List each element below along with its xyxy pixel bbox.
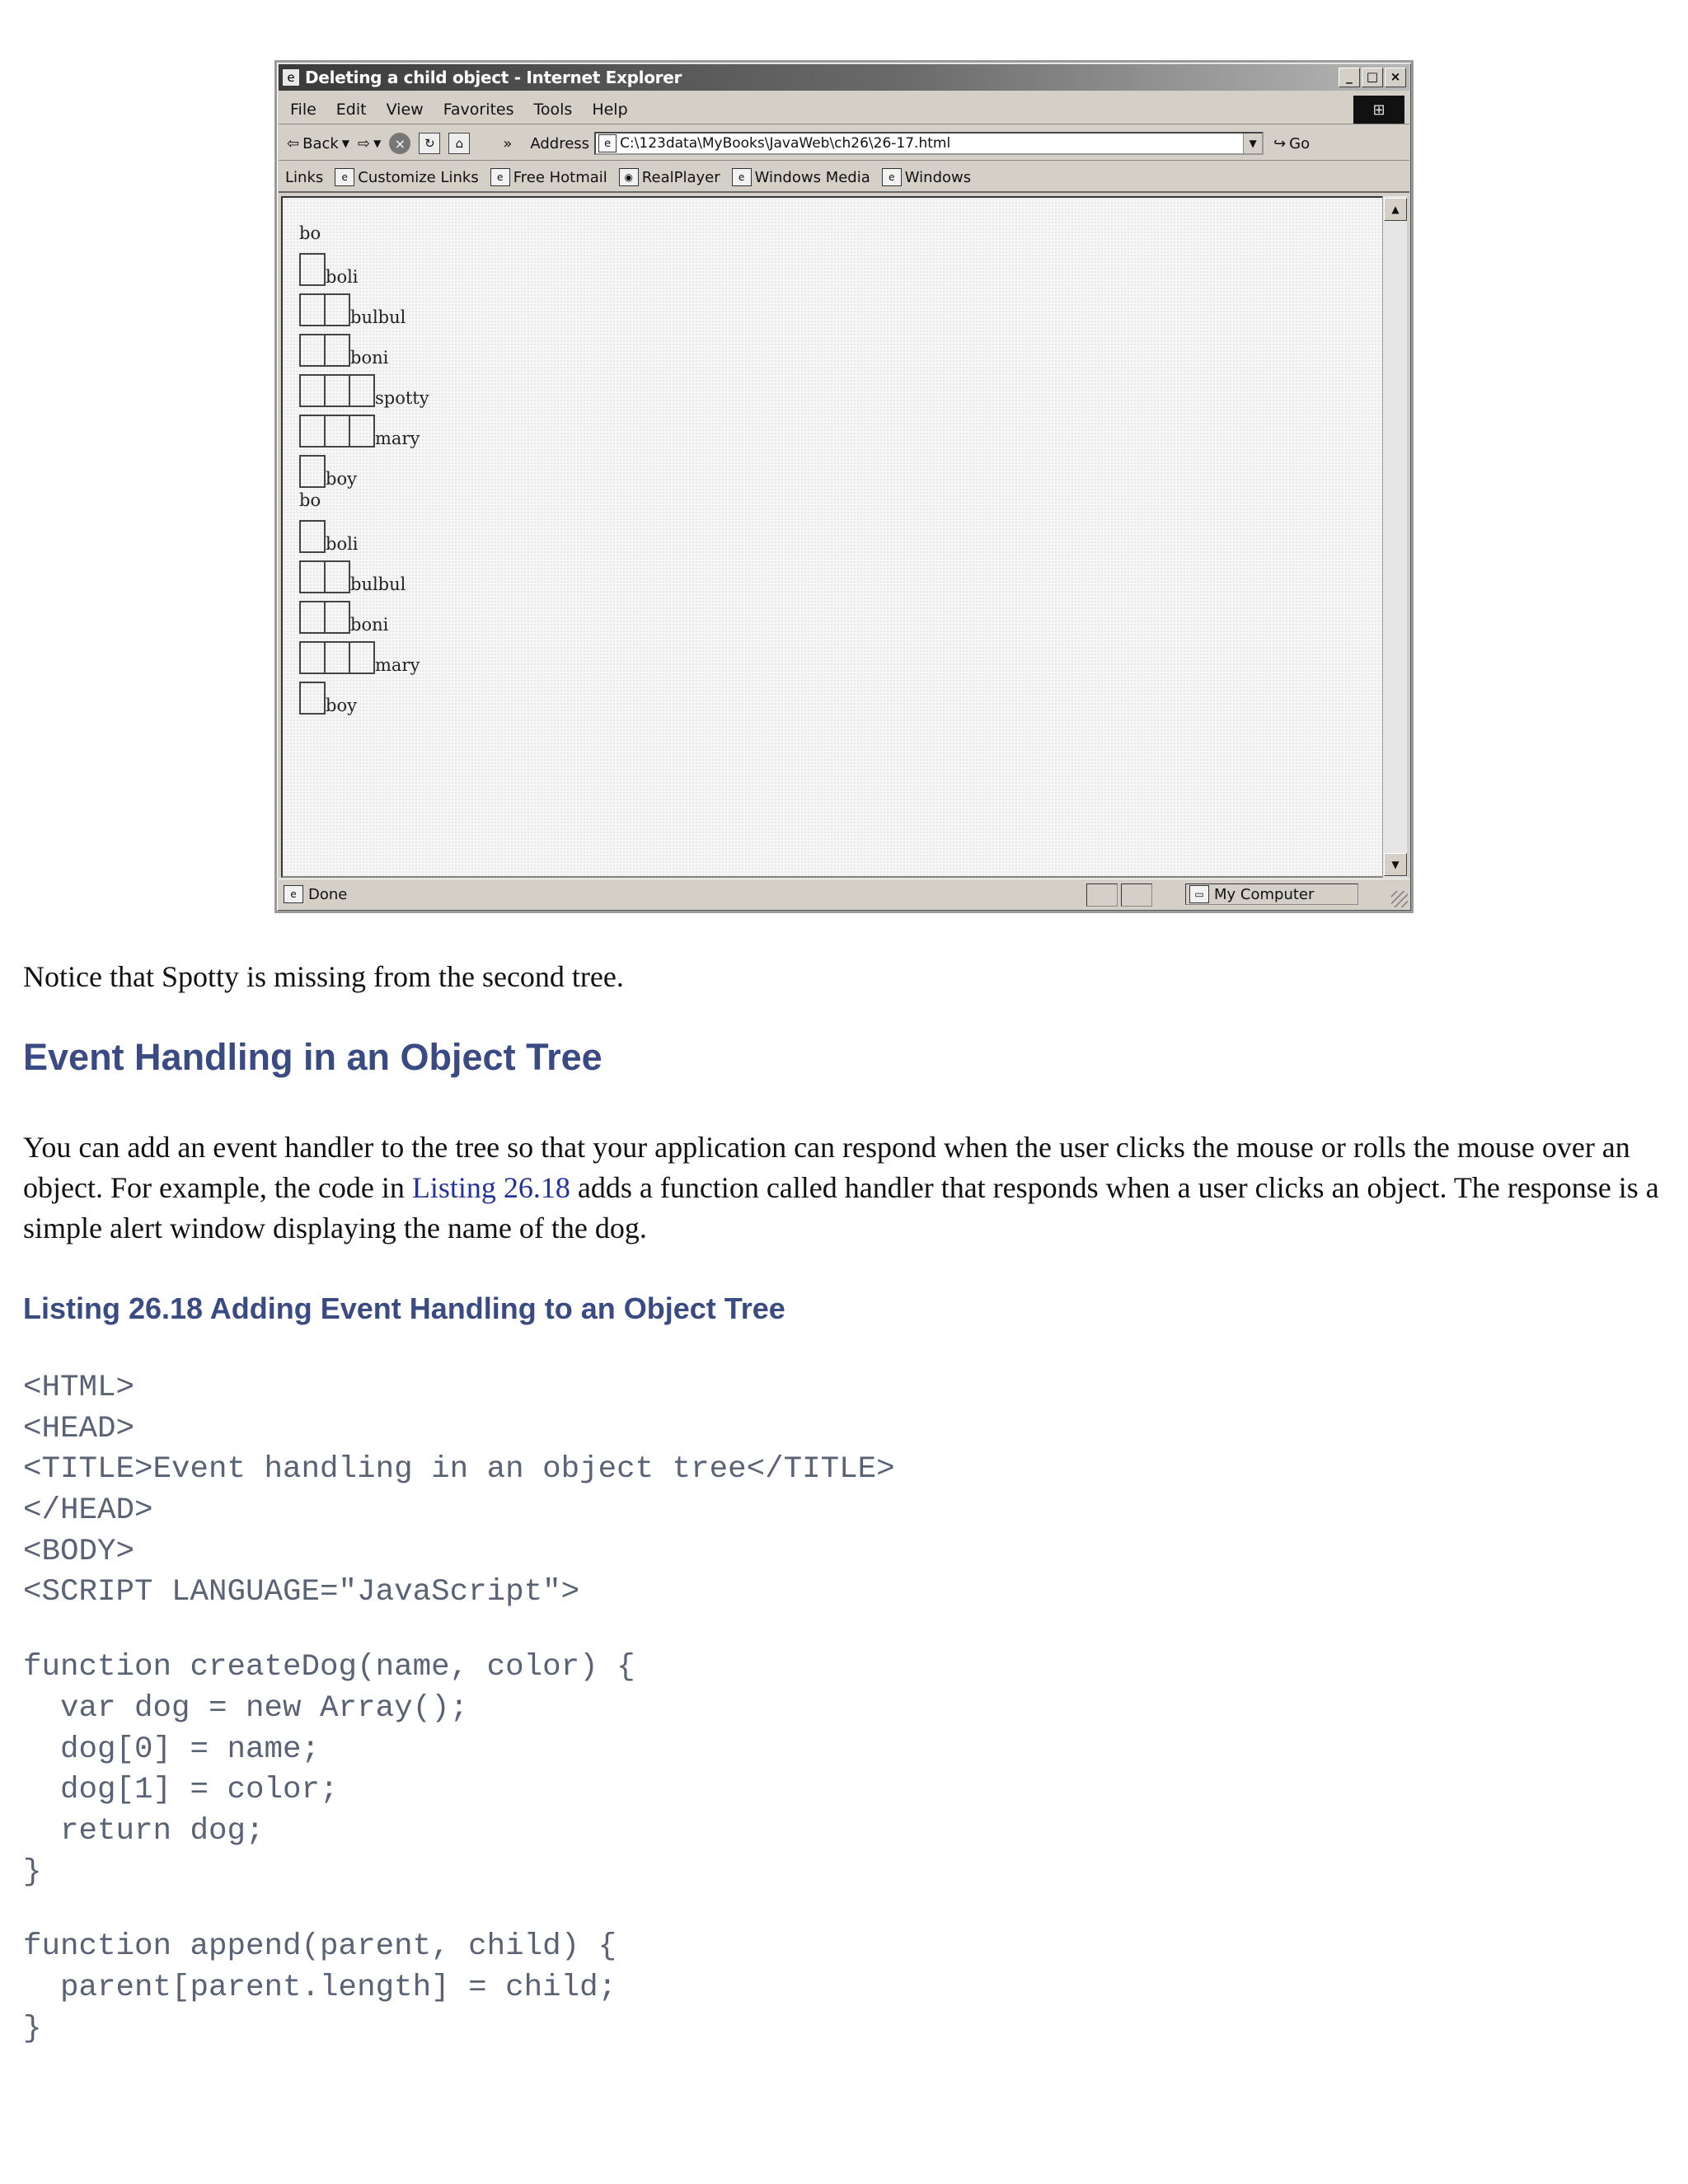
scroll-down-icon[interactable]: ▼ (1384, 853, 1407, 876)
link-customize-links[interactable] (335, 168, 478, 186)
links-bar (279, 163, 1409, 193)
menu-tools[interactable]: Tools (533, 101, 573, 119)
tree-node-label: boy (326, 469, 357, 489)
tree-root-label: bo (299, 490, 321, 510)
tree-indent-box (324, 374, 350, 407)
tree-indent-box (299, 334, 326, 367)
address-label: Address (530, 134, 590, 152)
back-button[interactable] (287, 135, 349, 152)
stop-icon: × (389, 133, 410, 154)
page-content-area (281, 196, 1384, 878)
tree-first (299, 221, 429, 488)
tree-node-label: mary (375, 655, 420, 675)
standard-toolbar (279, 127, 1409, 161)
code-line: } (23, 1854, 42, 1890)
intro-text-end: adds a function called handler that responds when a user clicks an object. The response is a simple alert window displaying the name of the dog. (23, 1171, 1659, 1244)
tree-indent-box (324, 641, 350, 674)
tree-node-label: bulbul (350, 307, 406, 327)
code-line: <BODY> (23, 1534, 135, 1569)
code-line: <SCRIPT LANGUAGE="JavaScript"> (23, 1575, 580, 1610)
chevron-down-icon[interactable]: ▼ (1243, 134, 1262, 153)
tree-node-label: mary (375, 429, 420, 448)
tree-indent-box (324, 601, 350, 634)
status-panes (1086, 883, 1152, 907)
code-line: return dog; (23, 1813, 265, 1849)
tree-node (299, 448, 429, 488)
tree-node-label: boni (350, 348, 389, 368)
tree-indent-box (324, 293, 350, 326)
tree-node (299, 367, 429, 407)
link-realplayer[interactable] (619, 168, 720, 186)
ie-page-icon: e (282, 68, 300, 87)
status-bar (279, 879, 1409, 909)
code-line: parent[parent.length] = child; (23, 1970, 617, 2005)
code-line: <TITLE>Event handling in an object tree</TITLE> (23, 1452, 895, 1488)
tree-root-label: bo (299, 223, 321, 243)
tree-indent-box (324, 334, 350, 367)
tree-node (299, 407, 429, 448)
address-value: C:\123data\MyBooks\JavaWeb\ch26\26-17.html (620, 135, 951, 152)
code-line: } (23, 2011, 42, 2046)
tree-node-label: boli (326, 534, 359, 554)
tree-node (299, 246, 429, 286)
links-label: Links (285, 168, 324, 186)
code-line: </HEAD> (23, 1493, 153, 1529)
tree-node-label: boli (326, 267, 359, 287)
tree-indent-box (349, 415, 375, 448)
tree-node (299, 326, 429, 367)
windows-logo-icon: ⊞ (1353, 96, 1404, 124)
page-icon: e (284, 885, 303, 903)
code-listing (23, 1368, 895, 2050)
chevron-down-icon: ▼ (373, 138, 382, 149)
chevron-down-icon: ▼ (341, 138, 350, 149)
tree-indent-box (299, 293, 326, 326)
tree-indent-box (299, 520, 326, 553)
tree-second (299, 488, 429, 715)
back-arrow-icon: ⇦ (287, 134, 300, 152)
tree-indent-box (299, 682, 326, 715)
menu-edit[interactable]: Edit (335, 101, 367, 119)
tree-node-label: boy (326, 696, 357, 715)
go-arrow-icon: ↪ (1273, 134, 1287, 152)
notice-paragraph: Notice that Spotty is missing from the second tree. (23, 960, 624, 993)
title-bar (279, 64, 1409, 91)
zone-label: My Computer (1214, 885, 1315, 903)
home-icon: ⌂ (448, 133, 470, 154)
page-icon: e (335, 168, 354, 186)
tree-indent-box (349, 374, 375, 407)
page-icon: e (490, 168, 510, 186)
computer-icon: ▭ (1189, 885, 1209, 903)
intro-text-start: You can add an event handler to the tree so that your application can respond when the user clicks the mouse or rolls the mouse over an object. For example, the code in (23, 1131, 1630, 1204)
section-heading: Event Handling in an Object Tree (23, 1036, 603, 1078)
link-free-hotmail[interactable] (490, 168, 607, 186)
tree-indent-box (299, 253, 326, 286)
tree-node-label: boni (350, 615, 389, 635)
status-text: Done (308, 885, 348, 903)
menu-favorites[interactable]: Favorites (443, 101, 514, 119)
tree-node (299, 286, 429, 326)
tree-indent-box (299, 374, 326, 407)
tree-node (299, 553, 429, 593)
link-windows-label: Windows (904, 168, 972, 186)
code-line: function append(parent, child) { (23, 1929, 617, 1965)
go-button[interactable] (1273, 135, 1310, 152)
forward-arrow-icon: ⇨ (358, 134, 371, 152)
link-customize-links-label: Customize Links (358, 168, 479, 186)
link-realplayer-label: RealPlayer (641, 168, 720, 186)
link-free-hotmail-label: Free Hotmail (513, 168, 607, 186)
listing-link[interactable]: Listing 26.18 (411, 1171, 570, 1204)
intro-paragraph (23, 1127, 1663, 1249)
menu-help[interactable]: Help (592, 101, 628, 119)
tree-indent-box (299, 560, 326, 593)
code-line: function createDog(name, color) { (23, 1650, 635, 1685)
page-icon: e (732, 168, 752, 186)
window-controls (1339, 68, 1406, 87)
maximize-icon[interactable]: □ (1362, 68, 1383, 87)
code-line (23, 1614, 895, 1647)
tree-indent-box (299, 601, 326, 634)
security-zone (1185, 883, 1358, 905)
refresh-icon: ↻ (419, 133, 440, 154)
window-title: Deleting a child object - Internet Explorer (305, 68, 682, 87)
browser-window (274, 60, 1414, 913)
toolbar-overflow-icon[interactable]: » (503, 134, 513, 152)
status-pane (1121, 883, 1152, 907)
code-line: <HTML> (23, 1371, 135, 1405)
minimize-icon[interactable]: _ (1339, 68, 1360, 87)
realplayer-icon: ◉ (619, 168, 639, 186)
link-windows-media[interactable] (732, 168, 870, 186)
vertical-scrollbar[interactable] (1382, 196, 1407, 878)
tree-node (299, 513, 429, 553)
tree-node (299, 634, 429, 674)
back-label: Back (302, 134, 339, 152)
code-line: <HEAD> (23, 1411, 135, 1446)
menu-file[interactable]: File (290, 101, 316, 119)
tree-indent-box (299, 455, 326, 488)
code-line: dog[1] = color; (23, 1773, 339, 1808)
object-tree-output (299, 221, 429, 715)
tree-indent-box (324, 560, 350, 593)
status-done (284, 885, 347, 903)
code-line: dog[0] = name; (23, 1732, 321, 1767)
home-button[interactable] (448, 133, 470, 154)
close-icon[interactable]: × (1385, 68, 1406, 87)
menu-bar (279, 96, 1409, 124)
forward-button[interactable] (358, 135, 381, 152)
stop-button[interactable] (389, 133, 410, 154)
refresh-button[interactable] (419, 133, 440, 154)
link-windows[interactable] (882, 168, 971, 186)
go-label: Go (1289, 134, 1311, 152)
tree-node-label: bulbul (350, 574, 406, 594)
listing-title: Listing 26.18 Adding Event Handling to an Object Tree (23, 1291, 785, 1325)
tree-node-label: spotty (375, 388, 429, 408)
resize-grip-icon[interactable] (1391, 891, 1408, 907)
scroll-up-icon[interactable]: ▲ (1384, 198, 1407, 221)
tree-indent-box (299, 415, 326, 448)
page-icon: e (598, 134, 617, 152)
tree-indent-box (349, 641, 375, 674)
status-pane (1086, 883, 1118, 907)
code-line: var dog = new Array(); (23, 1690, 469, 1726)
tree-node (299, 593, 429, 634)
code-line (23, 1893, 895, 1927)
page-icon: e (882, 168, 902, 186)
tree-node (299, 674, 429, 715)
tree-indent-box (299, 641, 326, 674)
menu-view[interactable]: View (386, 101, 424, 119)
link-windows-media-label: Windows Media (754, 168, 870, 186)
tree-indent-box (324, 415, 350, 448)
address-field[interactable] (594, 132, 1264, 155)
